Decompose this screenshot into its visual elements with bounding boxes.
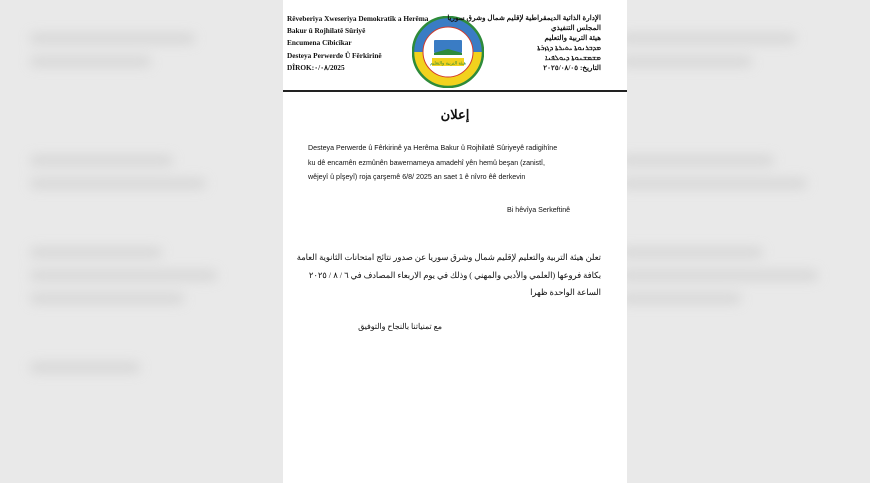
arabic-line: تعلن هيئة التربية والتعليم لإقليم شمال وشرق سوريا عن صدور نتائج امتحانات الثانوية العامة — [296, 253, 601, 262]
header-right-line: هيئة التربية والتعليم — [544, 34, 601, 42]
header-right-line: الإدارة الذاتية الديمقراطية لإقليم شمال وشرق سوريا — [447, 14, 601, 22]
header-right-date: التاريخ: ٢٠٢٥/٠٨/٠٥ — [543, 64, 601, 72]
kurdish-closing: Bi hêvîya Serkeftinê — [507, 206, 571, 214]
blurred-background-left — [0, 0, 280, 483]
header-left-line: Rêveberiya Xweseriya Demokratîk a Herêma — [287, 14, 429, 23]
arabic-line: بكافة فروعها (العلمي والأدبي والمهني ) وذلك في يوم الاربعاء المصادف في ٦ / ٨ / ٢٠٢٥ — [308, 270, 601, 280]
header-right-line: ܡܫܡܫܢܘܬܐ ܕܝܘܠܦܢܐ — [545, 54, 601, 62]
header-divider — [283, 90, 627, 92]
header-right-line: ܡܕܒܪܢܘܬܐ ܝܬܝܪܬܐ ܕܓܙܪܬܐ — [537, 44, 601, 52]
arabic-announcement — [296, 249, 601, 302]
header-left-line: Desteya Perwerde Û Fêrkirinê — [287, 50, 382, 60]
kurdish-line: wêjeyî û pîşeyî) roja çarşemê 6/8/ 2025 an saet 1 ê nîvro êê derkevin — [308, 173, 526, 181]
header-left-line: Bakur û Rojhilatê Sûriyê — [287, 26, 366, 36]
header-left-date: DÎROK:٠/٠٨/2025 — [287, 62, 345, 72]
header-left-line: Encumena Cîbicîkar — [287, 38, 352, 48]
logo-text: هيئة التربية والتعليم — [429, 61, 467, 67]
arabic-line: الساعة الواحدة ظهرا — [530, 288, 601, 297]
header-left-kurdish — [287, 13, 428, 74]
header-right-line: المجلس التنفيذي — [550, 24, 601, 32]
kurdish-announcement — [308, 141, 608, 185]
blurred-background-right — [590, 0, 870, 483]
kurdish-line: Desteya Perwerde û Fêrkirinê ya Herêma Bakur û Rojhilatê Sûriyeyê radigihîne — [308, 144, 558, 152]
arabic-closing: مع تمنياتنا بالنجاح والتوفيق — [358, 322, 442, 331]
header-right-arabic — [447, 13, 601, 73]
announcement-title: إعلان — [440, 107, 470, 122]
document-page — [283, 0, 627, 483]
kurdish-line: ku dê encamên ezmûnên bawernameya amadehî yên hemû beşan (zanistî, — [308, 158, 545, 167]
